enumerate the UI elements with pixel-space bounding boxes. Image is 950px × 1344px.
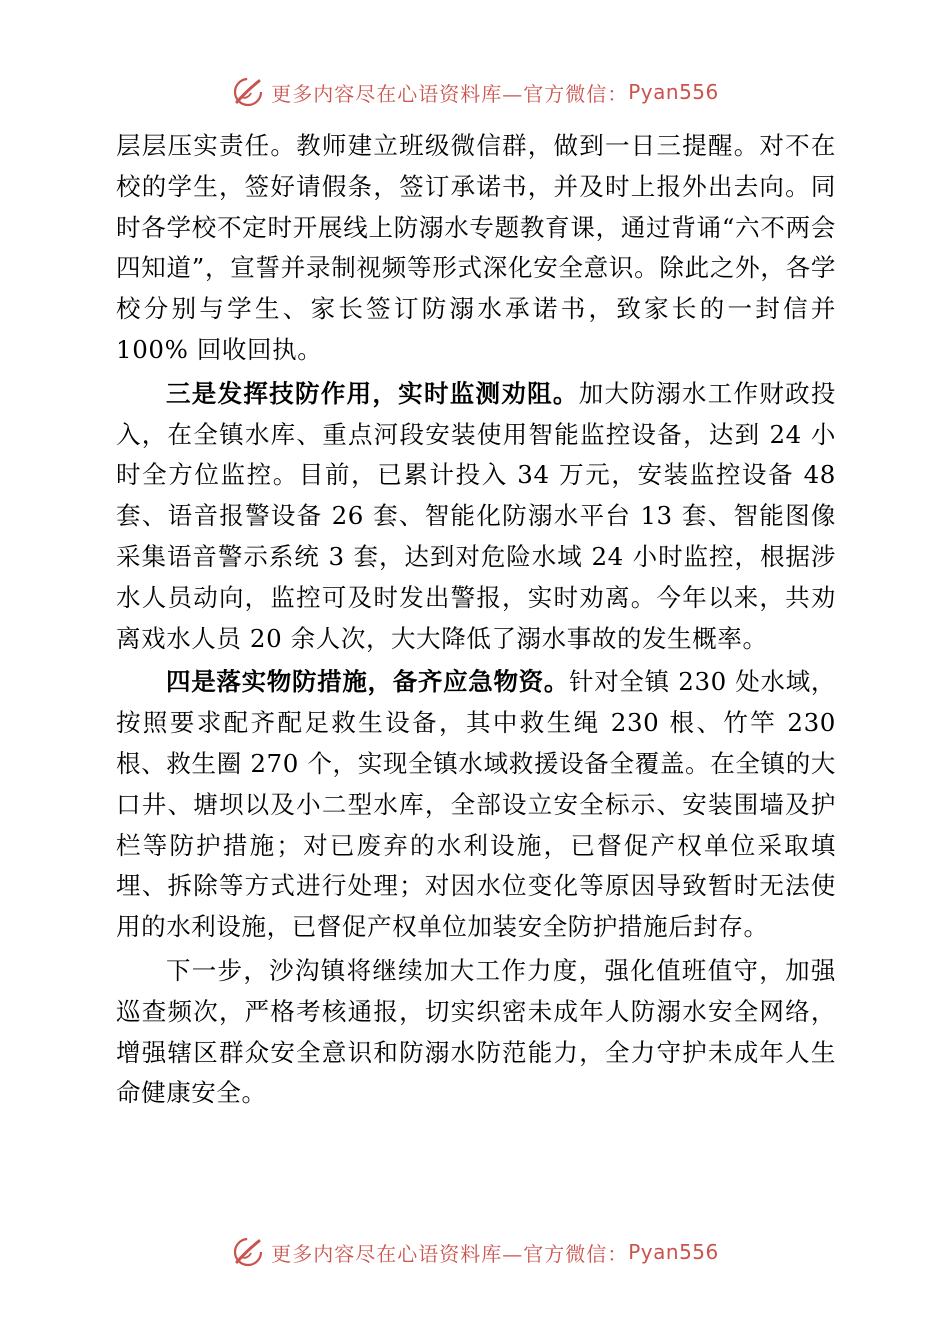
paragraph-1 (116, 126, 836, 371)
brush-logo-icon (231, 1235, 265, 1269)
watermark-text: 更多内容尽在心语资料库—官方微信： (271, 1241, 629, 1266)
paragraph-1-text: 层层压实责任。教师建立班级微信群，做到一日三提醒。对不在校的学生，签好请假条，签订承诺书，并及时上报外出去向。同时各学校不定时开展线上防溺水专题教育课，通过背诵“六不两会四知道”，宣誓并录制视频等形式深化安全意识。除此之外，各学校分别与学生、家长签订防溺水承诺书，致家长的一封信并 100% 回收回执。 (116, 131, 836, 364)
watermark-text: 更多内容尽在心语资料库—官方微信： (271, 81, 629, 106)
paragraph-4-text: 下一步，沙沟镇将继续加大工作力度，强化值班值守，加强巡查频次，严格考核通报，切实织密未成年人防溺水安全网络，增强辖区群众安全意识和防溺水防范能力，全力守护未成年人生命健康安全。 (116, 955, 836, 1108)
paragraph-2-lead: 三是发挥技防作用，实时监测劝阻。 (166, 378, 579, 408)
document-body (116, 126, 836, 1114)
paragraph-2-text: 加大防溺水工作财政投入，在全镇水库、重点河段安装使用智能监控设备，达到 24 小时全方位监控。目前，已累计投入 34 万元，安装监控设备 48 套、语音报警设备 26 套、智能化防溺水平台 13 套、智能图像采集语音警示系统 3 套，达到对危险水域 24 小时监控，根据涉水人员动向，监控可及时发出警报，实时劝离。今年以来，共劝离戏水人员 20 余人次，大大降低了溺水事故的发生概率。 (116, 378, 836, 653)
brush-logo-icon (231, 75, 265, 109)
paragraph-3-lead: 四是落实物防措施，备齐应急物资。 (166, 667, 570, 697)
header-watermark (0, 72, 950, 112)
watermark-wechat-id: Pyan556 (628, 1240, 719, 1264)
watermark-wechat-id: Pyan556 (628, 80, 719, 104)
paragraph-3-text: 针对全镇 230 处水域，按照要求配齐配足救生设备，其中救生绳 230 根、竹竿 230 根、救生圈 270 个，实现全镇水域救援设备全覆盖。在全镇的大口井、塘坝以及小二型水库，全部设立安全标示、安装围墙及护栏等防护措施；对已废弃的水利设施，已督促产权单位采取填埋、拆除等方式进行处理；对因水位变化等原因导致暂时无法使用的水利设施，已督促产权单位加装安全防护措施后封存。 (116, 667, 836, 942)
paragraph-4 (116, 951, 836, 1114)
paragraph-2 (116, 374, 836, 660)
paragraph-3 (116, 662, 836, 948)
footer-watermark (0, 1232, 950, 1272)
